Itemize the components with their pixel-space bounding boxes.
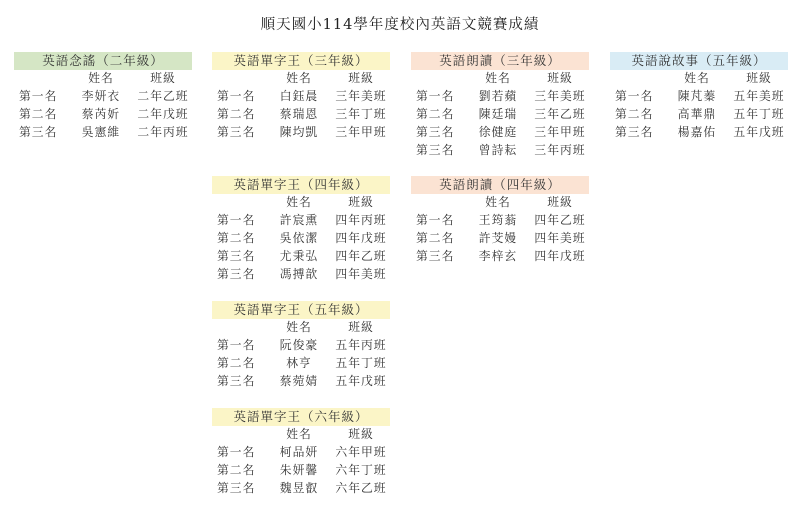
class-column-header: 班級 <box>348 320 374 334</box>
result-row <box>212 105 390 123</box>
class-name: 四年美班 <box>534 231 586 245</box>
class-name: 三年乙班 <box>534 107 586 121</box>
result-row <box>14 87 192 105</box>
result-row <box>212 336 390 354</box>
class-name: 五年丁班 <box>733 107 785 121</box>
rank: 第二名 <box>217 231 256 245</box>
class-name: 五年丙班 <box>335 338 387 352</box>
result-row <box>212 265 390 283</box>
class-name: 六年乙班 <box>335 481 387 495</box>
student-name: 王筠蓊 <box>478 213 518 227</box>
student-name: 許芠嫚 <box>478 231 518 245</box>
student-name: 阮俊豪 <box>279 338 319 352</box>
student-name: 林亨 <box>286 356 312 370</box>
rank: 第二名 <box>416 107 455 121</box>
name-column-header: 姓名 <box>485 195 511 209</box>
column-header-row <box>212 426 390 443</box>
column-header-row <box>411 194 589 211</box>
name-column-header: 姓名 <box>286 195 312 209</box>
competition-block <box>212 301 390 390</box>
rank: 第三名 <box>416 143 455 157</box>
name-column-header: 姓名 <box>88 71 114 85</box>
column-header-row <box>212 70 390 87</box>
class-name: 五年戊班 <box>335 374 387 388</box>
rank: 第三名 <box>217 125 256 139</box>
result-row <box>610 105 788 123</box>
rank: 第三名 <box>217 249 256 263</box>
rank: 第三名 <box>217 481 256 495</box>
class-name: 三年美班 <box>335 89 387 103</box>
class-column-header: 班級 <box>547 71 573 85</box>
result-row <box>610 123 788 141</box>
rank: 第一名 <box>615 89 654 103</box>
student-name: 陳均凱 <box>279 125 319 139</box>
class-name: 三年丙班 <box>534 143 586 157</box>
class-name: 四年戊班 <box>534 249 586 263</box>
class-column-header: 班級 <box>547 195 573 209</box>
class-name: 三年甲班 <box>534 125 586 139</box>
student-name: 李梓玄 <box>478 249 518 263</box>
rank: 第三名 <box>615 125 654 139</box>
class-name: 四年乙班 <box>534 213 586 227</box>
class-name: 二年乙班 <box>137 89 189 103</box>
class-name: 六年丁班 <box>335 463 387 477</box>
page-title: 順天國小114學年度校內英語文競賽成績 <box>260 17 540 33</box>
block-title: 英語單字王（五年級） <box>212 301 390 319</box>
rank: 第二名 <box>615 107 654 121</box>
student-name: 劉若蘋 <box>478 89 518 103</box>
class-name: 六年甲班 <box>335 445 387 459</box>
column-header-row <box>610 70 788 87</box>
result-row <box>212 354 390 372</box>
student-name: 魏昱叡 <box>279 481 319 495</box>
result-row <box>411 87 589 105</box>
student-name: 曾詩耘 <box>478 143 518 157</box>
class-name: 四年丙班 <box>335 213 387 227</box>
rank: 第二名 <box>19 107 58 121</box>
rank: 第三名 <box>416 249 455 263</box>
student-name: 柯品妍 <box>279 445 319 459</box>
rank: 第一名 <box>217 338 256 352</box>
column-header-row <box>411 70 589 87</box>
block-title: 英語單字王（四年級） <box>212 176 390 194</box>
student-name: 高華鼎 <box>677 107 717 121</box>
block-title: 英語單字王（六年級） <box>212 408 390 426</box>
class-name: 三年甲班 <box>335 125 387 139</box>
rank: 第一名 <box>416 89 455 103</box>
competition-block <box>411 176 589 265</box>
result-row <box>212 372 390 390</box>
column-header-row <box>14 70 192 87</box>
rank: 第二名 <box>217 356 256 370</box>
block-title: 英語朗讀（三年級） <box>411 52 589 70</box>
rank: 第三名 <box>217 267 256 281</box>
result-row <box>212 87 390 105</box>
result-row <box>411 229 589 247</box>
class-name: 五年戊班 <box>733 125 785 139</box>
rank: 第一名 <box>217 213 256 227</box>
student-name: 尤秉弘 <box>279 249 319 263</box>
class-column-header: 班級 <box>348 195 374 209</box>
result-row <box>212 229 390 247</box>
column-header-row <box>212 194 390 211</box>
result-row <box>212 211 390 229</box>
student-name: 白鈺晨 <box>279 89 319 103</box>
class-column-header: 班級 <box>746 71 772 85</box>
competition-block <box>14 52 192 141</box>
competition-block <box>411 52 589 159</box>
result-row <box>610 87 788 105</box>
result-row <box>212 123 390 141</box>
student-name: 李妍衣 <box>81 89 121 103</box>
name-column-header: 姓名 <box>684 71 710 85</box>
student-name: 馮搏歆 <box>279 267 319 281</box>
result-row <box>411 247 589 265</box>
student-name: 吳憲維 <box>81 125 121 139</box>
class-name: 三年丁班 <box>335 107 387 121</box>
student-name: 吳依潔 <box>279 231 319 245</box>
rank: 第一名 <box>217 445 256 459</box>
class-name: 二年戊班 <box>137 107 189 121</box>
result-row <box>411 105 589 123</box>
rank: 第一名 <box>19 89 58 103</box>
result-row <box>14 105 192 123</box>
student-name: 楊嘉佑 <box>677 125 717 139</box>
student-name: 朱妍馨 <box>279 463 319 477</box>
class-name: 二年丙班 <box>137 125 189 139</box>
result-row <box>212 479 390 497</box>
result-row <box>14 123 192 141</box>
block-title: 英語說故事（五年級） <box>610 52 788 70</box>
competition-block <box>610 52 788 141</box>
competition-block <box>212 176 390 283</box>
class-column-header: 班級 <box>348 427 374 441</box>
rank: 第三名 <box>217 374 256 388</box>
result-row <box>411 141 589 159</box>
block-title: 英語念謠（二年級） <box>14 52 192 70</box>
class-column-header: 班級 <box>150 71 176 85</box>
result-row <box>212 461 390 479</box>
class-name: 四年美班 <box>335 267 387 281</box>
competition-block <box>212 408 390 497</box>
competition-block <box>212 52 390 141</box>
student-name: 徐健庭 <box>478 125 518 139</box>
student-name: 陳廷瑞 <box>478 107 518 121</box>
class-name: 三年美班 <box>534 89 586 103</box>
rank: 第三名 <box>416 125 455 139</box>
student-name: 蔡菀婧 <box>279 374 319 388</box>
student-name: 陳芃蓁 <box>677 89 717 103</box>
rank: 第一名 <box>416 213 455 227</box>
result-row <box>411 123 589 141</box>
column-header-row <box>212 319 390 336</box>
rank: 第二名 <box>217 463 256 477</box>
name-column-header: 姓名 <box>286 320 312 334</box>
rank: 第三名 <box>19 125 58 139</box>
student-name: 蔡瑞恩 <box>279 107 319 121</box>
name-column-header: 姓名 <box>286 71 312 85</box>
student-name: 蔡芮妡 <box>81 107 121 121</box>
block-title: 英語朗讀（四年級） <box>411 176 589 194</box>
student-name: 許宸熏 <box>279 213 319 227</box>
class-name: 四年戊班 <box>335 231 387 245</box>
result-row <box>212 247 390 265</box>
rank: 第二名 <box>416 231 455 245</box>
name-column-header: 姓名 <box>485 71 511 85</box>
class-name: 五年美班 <box>733 89 785 103</box>
rank: 第一名 <box>217 89 256 103</box>
name-column-header: 姓名 <box>286 427 312 441</box>
class-column-header: 班級 <box>348 71 374 85</box>
class-name: 五年丁班 <box>335 356 387 370</box>
result-row <box>212 443 390 461</box>
result-row <box>411 211 589 229</box>
class-name: 四年乙班 <box>335 249 387 263</box>
rank: 第二名 <box>217 107 256 121</box>
block-title: 英語單字王（三年級） <box>212 52 390 70</box>
